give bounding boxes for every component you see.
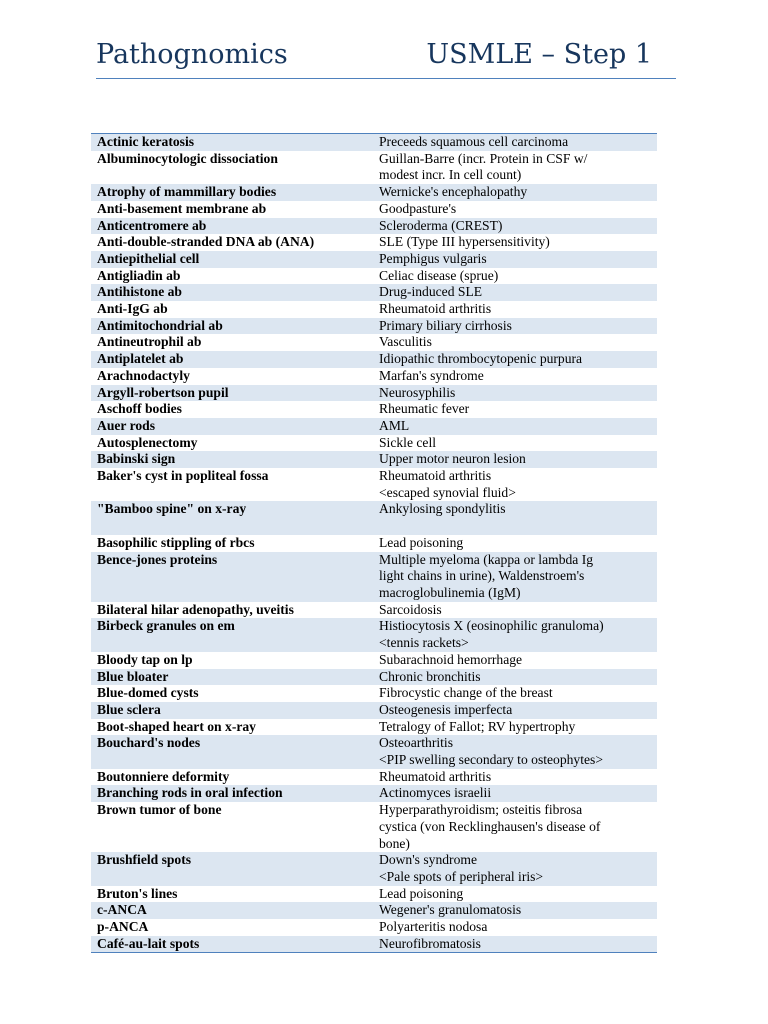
definition-line: Marfan's syndrome — [379, 367, 484, 383]
definition-cell — [374, 284, 657, 301]
term-cell: Antiplatelet ab — [97, 351, 184, 367]
term-cell: Actinic keratosis — [97, 134, 195, 149]
term-cell: c-ANCA — [97, 902, 147, 918]
definition-line: Rheumatoid arthritis — [379, 768, 492, 784]
definition-line: macroglobulinemia (IgM) — [379, 584, 521, 600]
table-row — [91, 852, 657, 885]
definition-line: Rheumatic fever — [379, 401, 470, 417]
definition-cell — [374, 435, 657, 452]
definition-line: light chains in urine), Waldenstroem's — [379, 568, 585, 584]
definition-line: Fibrocystic change of the breast — [379, 685, 553, 701]
definition-cell — [374, 852, 657, 885]
table-row — [91, 669, 657, 686]
table-row — [91, 769, 657, 786]
table-row — [91, 886, 657, 903]
term-cell: Brushfield spots — [97, 852, 192, 868]
term-cell: Branching rods in oral infection — [97, 785, 283, 801]
table-row — [91, 719, 657, 736]
table-row — [91, 919, 657, 936]
table-row — [91, 284, 657, 301]
term-cell: Bilateral hilar adenopathy, uveitis — [97, 601, 294, 617]
definition-line: Sarcoidosis — [379, 601, 442, 617]
definition-line: Histiocytosis X (eosinophilic granuloma) — [379, 618, 604, 634]
table-row — [91, 936, 657, 953]
term-cell: Albuminocytologic dissociation — [97, 150, 278, 166]
term-cell: Boot-shaped heart on x-ray — [97, 718, 256, 734]
table-row — [91, 618, 657, 651]
term-cell: Antihistone ab — [97, 284, 182, 300]
term-cell: Boutonniere deformity — [97, 768, 230, 784]
definition-cell — [374, 735, 657, 768]
table-row — [91, 151, 657, 184]
definition-line: <Pale spots of peripheral iris> — [379, 868, 544, 884]
term-cell: Blue sclera — [97, 701, 161, 717]
table-row — [91, 685, 657, 702]
definition-cell — [374, 685, 657, 702]
definition-cell — [374, 886, 657, 903]
term-cell: Birbeck granules on em — [97, 618, 235, 634]
definition-cell — [374, 418, 657, 435]
term-cell: Antigliadin ab — [97, 267, 181, 283]
definition-line: bone) — [379, 835, 410, 851]
document-title: Pathognomics — [96, 39, 288, 70]
table-row — [91, 234, 657, 251]
definition-cell — [374, 552, 657, 602]
definition-line: AML — [379, 417, 410, 433]
definition-line: Tetralogy of Fallot; RV hypertrophy — [379, 718, 576, 734]
definition-line: Ankylosing spondylitis — [379, 501, 506, 517]
term-cell: Café-au-lait spots — [97, 935, 200, 951]
definition-line: Polyarteritis nodosa — [379, 919, 488, 935]
definition-line: Guillan-Barre (incr. Protein in CSF w/ — [379, 150, 588, 166]
definition-cell — [374, 385, 657, 402]
definition-cell — [374, 802, 657, 852]
definition-line: Actinomyces israelii — [379, 785, 492, 801]
term-cell: Bouchard's nodes — [97, 735, 201, 751]
definition-line: Neurosyphilis — [379, 384, 456, 400]
definition-line: Goodpasture's — [379, 200, 457, 216]
definition-line: Lead poisoning — [379, 534, 464, 550]
definition-line: Rheumatoid arthritis — [379, 468, 492, 484]
definition-cell — [374, 451, 657, 468]
definition-line: Lead poisoning — [379, 885, 464, 901]
table-row — [91, 785, 657, 802]
term-cell: p-ANCA — [97, 919, 149, 935]
exam-title: USMLE – Step 1 — [426, 39, 652, 70]
table-row — [91, 468, 657, 501]
table-row — [91, 702, 657, 719]
definition-cell — [374, 251, 657, 268]
definition-line: <PIP swelling secondary to osteophytes> — [379, 752, 603, 768]
term-cell: Basophilic stippling of rbcs — [97, 534, 255, 550]
definition-line: modest incr. In cell count) — [379, 167, 522, 183]
term-cell: Anti-basement membrane ab — [97, 200, 267, 216]
definition-cell — [374, 602, 657, 619]
definition-cell — [374, 318, 657, 335]
definition-line: <escaped synovial fluid> — [379, 484, 516, 500]
definition-cell — [374, 334, 657, 351]
term-cell: Antimitochondrial ab — [97, 317, 223, 333]
definition-cell — [374, 351, 657, 368]
definition-line: Scleroderma (CREST) — [379, 217, 503, 233]
definition-line: Upper motor neuron lesion — [379, 451, 526, 467]
definition-cell — [374, 401, 657, 418]
definition-cell — [374, 936, 657, 953]
term-cell: Autosplenectomy — [97, 434, 198, 450]
definition-cell — [374, 535, 657, 552]
definition-line: Multiple myeloma (kappa or lambda Ig — [379, 551, 594, 567]
definition-line: Idiopathic thrombocytopenic purpura — [379, 351, 583, 367]
definition-cell — [374, 234, 657, 251]
term-cell: Brown tumor of bone — [97, 802, 222, 818]
definition-cell — [374, 719, 657, 736]
table-row — [91, 535, 657, 552]
definition-cell — [374, 301, 657, 318]
definition-cell — [374, 902, 657, 919]
table-row — [91, 334, 657, 351]
definition-line: Neurofibromatosis — [379, 935, 481, 951]
definition-cell — [374, 919, 657, 936]
table-row — [91, 602, 657, 619]
definition-line: Osteoarthritis — [379, 735, 453, 751]
definition-line: Subarachnoid hemorrhage — [379, 651, 523, 667]
definition-cell — [374, 184, 657, 201]
definition-cell — [374, 785, 657, 802]
term-cell: Babinski sign — [97, 451, 176, 467]
definition-cell — [374, 669, 657, 686]
pathognomics-table — [91, 133, 657, 953]
table-row — [91, 251, 657, 268]
definition-cell — [374, 368, 657, 385]
definition-cell — [374, 151, 657, 184]
definition-cell — [374, 218, 657, 235]
definition-line: Primary biliary cirrhosis — [379, 317, 512, 333]
table-row — [91, 451, 657, 468]
table-row — [91, 268, 657, 285]
definition-line — [379, 518, 657, 535]
definition-cell — [374, 652, 657, 669]
term-cell: Bruton's lines — [97, 885, 178, 901]
term-cell: Argyll-robertson pupil — [97, 384, 229, 400]
definition-line: cystica (von Recklinghausen's disease of — [379, 818, 601, 834]
table-row — [91, 201, 657, 218]
table-row — [91, 902, 657, 919]
definition-line: Wegener's granulomatosis — [379, 902, 522, 918]
table-row — [91, 435, 657, 452]
table-row — [91, 351, 657, 368]
table-row — [91, 501, 657, 534]
definition-cell — [374, 769, 657, 786]
page-header — [96, 36, 676, 79]
term-cell: Anti-double-stranded DNA ab (ANA) — [97, 234, 315, 250]
table-row — [91, 652, 657, 669]
definition-line: Hyperparathyroidism; osteitis fibrosa — [379, 802, 583, 818]
term-cell: Anti-IgG ab — [97, 301, 168, 317]
table-row — [91, 552, 657, 602]
definition-line: Drug-induced SLE — [379, 284, 483, 300]
table-row — [91, 368, 657, 385]
definition-line: Chronic bronchitis — [379, 668, 481, 684]
definition-line: Celiac disease (sprue) — [379, 267, 499, 283]
term-cell: Auer rods — [97, 417, 156, 433]
definition-line: Sickle cell — [379, 434, 436, 450]
term-cell: Arachnodactyly — [97, 367, 190, 383]
term-cell: Antineutrophil ab — [97, 334, 202, 350]
definition-line: SLE (Type III hypersensitivity) — [379, 234, 550, 250]
definition-line: Preceeds squamous cell carcinoma — [379, 134, 569, 149]
definition-line: <tennis rackets> — [379, 635, 469, 651]
definition-cell — [374, 702, 657, 719]
term-cell: Blue bloater — [97, 668, 169, 684]
table-row — [91, 802, 657, 852]
table-row — [91, 318, 657, 335]
definition-line: Pemphigus vulgaris — [379, 250, 487, 266]
table-row — [91, 735, 657, 768]
table-row — [91, 134, 657, 151]
table-row — [91, 218, 657, 235]
definition-line: Vasculitis — [379, 334, 432, 350]
definition-cell — [374, 268, 657, 285]
table-row — [91, 418, 657, 435]
definition-cell — [374, 501, 657, 534]
term-cell: "Bamboo spine" on x-ray — [97, 501, 247, 517]
term-cell: Baker's cyst in popliteal fossa — [97, 468, 269, 484]
definition-cell — [374, 618, 657, 651]
table-row — [91, 184, 657, 201]
table-row — [91, 385, 657, 402]
term-cell: Aschoff bodies — [97, 401, 182, 417]
table-row — [91, 401, 657, 418]
table-row — [91, 301, 657, 318]
definition-line: Osteogenesis imperfecta — [379, 701, 513, 717]
definition-line: Rheumatoid arthritis — [379, 301, 492, 317]
term-cell: Blue-domed cysts — [97, 685, 199, 701]
definition-cell — [374, 201, 657, 218]
term-cell: Bloody tap on lp — [97, 651, 193, 667]
definition-cell — [374, 134, 657, 151]
definition-line: Down's syndrome — [379, 852, 477, 868]
definition-cell — [374, 468, 657, 501]
term-cell: Bence-jones proteins — [97, 551, 218, 567]
definition-line: Wernicke's encephalopathy — [379, 184, 528, 200]
term-cell: Anticentromere ab — [97, 217, 207, 233]
term-cell: Antiepithelial cell — [97, 250, 200, 266]
term-cell: Atrophy of mammillary bodies — [97, 184, 277, 200]
